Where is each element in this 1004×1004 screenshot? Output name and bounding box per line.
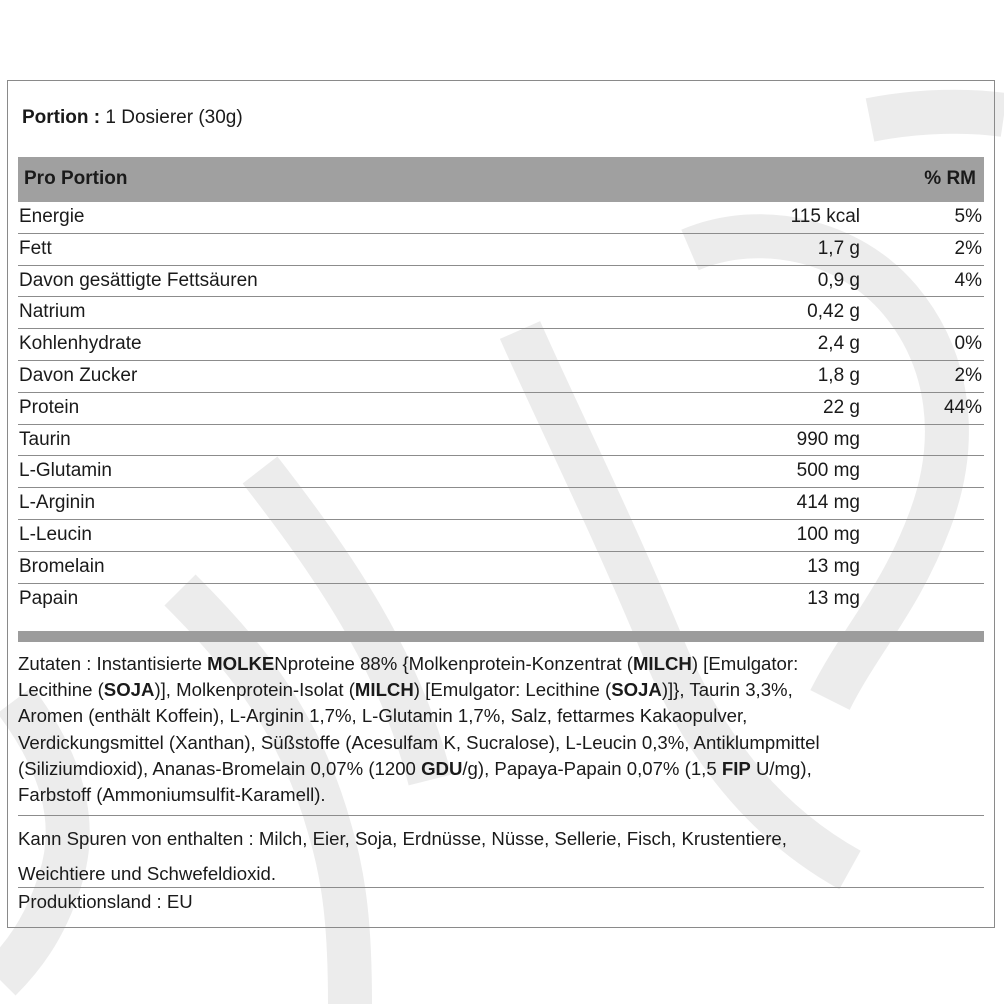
ingredients-run: ) [Emulgator:: [691, 653, 799, 674]
ingredients-run: Lecithine (: [18, 679, 104, 701]
table-row: [18, 234, 984, 266]
nutrient-name: Protein: [19, 396, 80, 418]
allergen-highlight: MOLKE: [207, 653, 275, 674]
nutrient-amount: 414 mg: [796, 492, 860, 514]
ingredients-line: [18, 756, 984, 782]
portion-label: Portion :: [22, 107, 101, 128]
nutrient-amount: 2,4 g: [817, 333, 860, 355]
table-row: [18, 584, 984, 616]
nutrient-name: Davon gesättigte Fettsäuren: [19, 269, 258, 291]
table-footer-bar: [18, 631, 984, 642]
nutrient-amount: 990 mg: [796, 428, 860, 450]
ingredients-line: [18, 677, 984, 703]
nutrition-table-header: [18, 157, 984, 202]
nutrient-amount: 500 mg: [796, 460, 860, 482]
allergen-highlight: MILCH: [354, 679, 414, 701]
table-row: [18, 425, 984, 457]
nutrient-name: Kohlenhydrate: [19, 333, 142, 355]
ingredients-run: ) [Emulgator: Lecithine (: [413, 679, 612, 701]
nutrient-amount: 22 g: [823, 396, 860, 418]
ingredients-run: /g), Papaya-Papain 0,07% (1,5: [462, 757, 722, 779]
nutrient-name: Natrium: [19, 301, 86, 323]
table-row: [18, 488, 984, 520]
section-divider: [18, 887, 984, 888]
nutrient-amount: 115 kcal: [790, 206, 860, 227]
table-row: [18, 552, 984, 584]
traces-line: Kann Spuren von enthalten : Milch, Eier, Soja, Erdnüsse, Nüsse, Sellerie, Fisch, Krustentiere,: [18, 828, 787, 849]
ingredients-run: (Siliziumdioxid), Ananas-Bromelain 0,07% (1200: [18, 757, 422, 779]
nutrient-name: Energie: [19, 206, 85, 227]
nutrient-rm: 5%: [954, 206, 982, 227]
table-row: [18, 202, 984, 234]
header-rm: % RM: [924, 168, 976, 189]
nutrient-rm: 0%: [954, 333, 982, 355]
table-row: [18, 520, 984, 552]
allergen-highlight: MILCH: [632, 653, 692, 674]
production-country: Produktionsland : EU: [18, 891, 193, 912]
nutrient-name: Davon Zucker: [19, 364, 138, 386]
ingredients-line: [18, 782, 984, 808]
section-divider: [18, 815, 984, 816]
table-row: [18, 266, 984, 298]
nutrient-rm: 44%: [943, 396, 982, 418]
ingredients-line: [18, 730, 984, 756]
nutrient-rm: 2%: [954, 237, 982, 259]
nutrient-name: Papain: [19, 587, 79, 609]
nutrient-name: L-Leucin: [19, 523, 92, 545]
ingredients-run: )]}, Taurin 3,3%,: [661, 679, 793, 701]
nutrient-rm: 4%: [954, 269, 982, 291]
table-row: [18, 393, 984, 425]
nutrient-amount: 1,8 g: [817, 364, 860, 386]
allergen-highlight: SOJA: [103, 679, 155, 701]
ingredients-text: [18, 651, 984, 808]
nutrient-amount: 13 mg: [807, 587, 860, 609]
ingredients-run: Verdickungsmittel (Xanthan), Süßstoffe (Acesulfam K, Sucralose), L-Leucin 0,3%, Antiklumpmittel: [18, 731, 820, 753]
nutrient-name: Bromelain: [19, 555, 105, 577]
table-row: [18, 456, 984, 488]
table-row: [18, 361, 984, 393]
ingredients-run: U/mg),: [750, 757, 812, 779]
nutrient-name: Taurin: [19, 428, 71, 450]
portion-line: [22, 107, 243, 129]
traces-line: Weichtiere und Schwefeldioxid.: [18, 863, 277, 884]
ingredients-run: Nproteine 88% {Molkenprotein-Konzentrat (: [274, 653, 633, 674]
header-per-portion: Pro Portion: [24, 168, 128, 189]
ingredients-line: [18, 651, 984, 677]
portion-value: 1 Dosierer (30g): [105, 107, 243, 128]
ingredients-run: Aromen (enthält Koffein), L-Arginin 1,7%, L-Glutamin 1,7%, Salz, fettarmes Kakaopulver,: [18, 705, 748, 727]
nutrient-rm: 2%: [954, 364, 982, 386]
nutrient-amount: 0,42 g: [807, 301, 860, 323]
nutrient-name: Fett: [19, 237, 52, 259]
allergen-traces: [18, 821, 984, 891]
nutrient-amount: 0,9 g: [817, 269, 860, 291]
ingredients-run: Zutaten : Instantisierte: [18, 653, 208, 674]
nutrient-amount: 100 mg: [796, 523, 860, 545]
nutrition-table: [18, 202, 984, 615]
allergen-highlight: FIP: [721, 757, 751, 779]
nutrient-amount: 13 mg: [807, 555, 860, 577]
nutrient-amount: 1,7 g: [817, 237, 860, 259]
allergen-highlight: GDU: [421, 757, 463, 779]
nutrient-name: L-Arginin: [19, 492, 96, 514]
table-row: [18, 297, 984, 329]
allergen-highlight: SOJA: [611, 679, 662, 701]
ingredients-line: [18, 703, 984, 729]
table-row: [18, 329, 984, 361]
nutrient-name: L-Glutamin: [19, 460, 112, 482]
ingredients-run: Farbstoff (Ammoniumsulfit-Karamell).: [18, 784, 326, 806]
ingredients-run: )], Molkenprotein-Isolat (: [154, 679, 355, 701]
